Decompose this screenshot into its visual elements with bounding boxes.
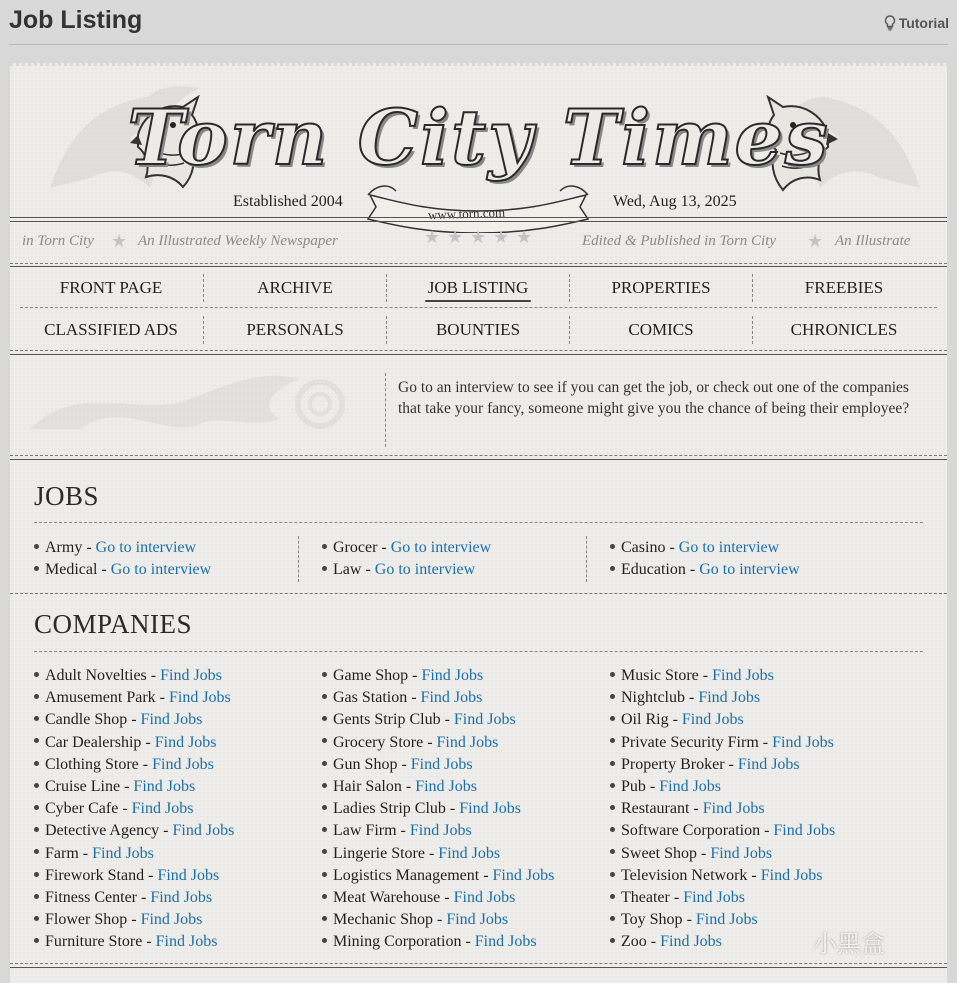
company-item [322,865,554,887]
company-item [610,865,835,887]
job-link[interactable]: Go to interview [390,539,492,556]
company-link[interactable]: Find Jobs [760,866,823,884]
active-underline [425,300,531,302]
ticker-text: Edited & Published in Torn City [582,233,777,249]
bullet-icon [34,916,39,921]
company-name: Zoo [621,933,647,951]
separator-dash: - [423,733,437,751]
company-item [322,931,554,953]
job-name: Army [45,539,83,556]
company-item [34,732,234,754]
bullet-icon [610,694,615,699]
company-item [610,776,835,798]
company-item [322,887,554,909]
company-item [610,843,835,865]
bullet-icon [610,805,615,810]
bullet-icon [34,694,39,699]
separator-dash: - [665,539,679,556]
separator-dash: - [461,933,475,951]
job-name: Grocer [333,539,378,556]
bullet-icon [322,544,327,549]
company-name: Cruise Line [45,778,121,796]
ornament-flourish-icon [20,359,380,449]
bullet-icon [34,938,39,943]
company-link[interactable]: Find Jobs [150,889,213,907]
separator-dash: - [361,561,375,579]
separator-dash: - [747,866,761,884]
separator-dash: - [697,844,711,862]
job-item [322,537,491,559]
masthead-rule-1 [10,217,947,218]
company-item [322,798,554,820]
company-item [610,665,835,687]
job-item [34,537,211,559]
company-name: Cyber Cafe [45,800,119,818]
company-link[interactable]: Find Jobs [410,755,473,773]
companies-heading: COMPANIES [34,609,193,639]
company-link[interactable]: Find Jobs [152,755,214,773]
nav-row-divider [20,307,937,308]
nav-properties[interactable]: PROPERTIES [611,278,711,297]
company-name: Logistics Management [333,866,480,884]
bullet-icon [610,566,615,571]
separator-dash: - [137,889,151,907]
bullet-icon [34,761,39,766]
company-item [34,887,234,909]
website-url: www.torn.com [427,204,506,223]
separator-dash: - [127,911,141,929]
separator-dash: - [668,711,682,729]
job-link[interactable]: Go to interview [699,561,800,579]
separator-dash: - [682,911,696,929]
company-name: Car Dealership [45,733,142,751]
issue-date: Wed, Aug 13, 2025 [613,193,737,210]
company-item [322,843,554,865]
separator-dash: - [146,667,161,684]
bullet-icon [322,894,327,899]
ticker-text: in Torn City [22,233,94,249]
companies-column-3 [610,665,835,954]
bullet-icon [610,827,615,832]
company-link[interactable]: Find Jobs [438,844,501,862]
star-icon: ★ [516,227,533,247]
nav-chronicles[interactable]: CHRONICLES [790,320,898,339]
separator-dash: - [724,755,738,773]
watermark-logo: 小黑盒 [813,930,885,958]
company-item [610,798,835,820]
bullet-icon [34,672,39,677]
company-link[interactable]: Find Jobs [131,800,194,818]
company-name: Gun Shop [333,755,398,773]
separator-dash: - [397,755,411,773]
company-link[interactable]: Find Jobs [446,911,509,929]
company-name: Mining Corporation [333,933,462,951]
separator-dash: - [120,778,134,796]
company-name: Private Security Firm [621,733,759,751]
star-icon: ★ [111,231,128,251]
separator-dash: - [118,800,132,818]
company-link[interactable]: Find Jobs [772,733,834,751]
tutorial-label: Tutorial [898,15,949,31]
jobs-column-2 [322,537,491,581]
bullet-icon [610,849,615,854]
company-link[interactable]: Find Jobs [453,889,516,907]
company-name: Firework Stand [45,866,145,884]
ticker-text: An Illustrated Weekly Newspaper [138,233,338,249]
company-link[interactable]: Find Jobs [172,822,235,840]
separator-dash: - [408,667,422,684]
company-item [34,820,234,842]
job-link[interactable]: Go to interview [95,539,197,556]
company-link[interactable]: Find Jobs [712,667,774,684]
separator-dash: - [142,933,156,951]
nav-job-listing-label: JOB LISTING [427,278,529,297]
company-link[interactable]: Find Jobs [695,911,758,929]
company-name: Gas Station [333,689,408,707]
company-item [34,687,234,709]
company-name: Mechanic Shop [333,911,433,929]
company-name: Music Store [621,667,699,684]
company-item [322,909,554,931]
company-link[interactable]: Find Jobs [702,800,765,818]
star-icon: ★ [447,227,464,247]
separator-dash: - [440,889,454,907]
nav-freebies[interactable]: FREEBIES [804,278,884,297]
jobs-column-divider [298,536,299,582]
nav-bounties[interactable]: BOUNTIES [435,320,521,339]
separator-dash: - [432,911,447,929]
company-name: Furniture Store [45,933,143,951]
header-divider [9,44,948,45]
bullet-icon [610,938,615,943]
star-icon: ★ [493,227,510,247]
company-name: Property Broker [621,755,725,773]
company-name: Meat Warehouse [333,889,441,907]
nav-row-2 [20,313,937,347]
separator-dash: - [82,539,96,556]
separator-dash: - [396,822,410,840]
company-name: Gents Strip Club [333,711,441,729]
company-link[interactable]: Find Jobs [683,889,745,907]
bullet-icon [610,894,615,899]
jobs-heading: JOBS [34,481,100,511]
companies-heading-rule [34,651,923,652]
separator-dash: - [159,822,173,840]
bullet-icon [322,783,327,788]
jobs-rule-bottom [10,593,947,594]
companies-rule-bottom [10,963,947,964]
bullet-icon [322,694,327,699]
nav-rule-bottom-2 [10,354,947,355]
separator-dash: - [401,778,416,796]
company-name: Toy Shop [621,911,683,929]
bullet-icon [322,716,327,721]
company-item [322,687,554,709]
bullet-icon [610,761,615,766]
nav-job-listing[interactable] [387,271,569,305]
bullet-icon [610,672,615,677]
company-name: Theater [621,889,670,907]
masthead-rule-2 [10,221,947,222]
company-link[interactable]: Find Jobs [154,733,217,751]
company-item [322,732,554,754]
company-link[interactable]: Find Jobs [415,778,477,796]
separator-dash: - [698,667,713,684]
company-link[interactable]: Find Jobs [459,800,522,818]
company-name: Hair Salon [333,778,402,796]
company-item [610,931,835,953]
bullet-icon [34,827,39,832]
nav-classified-ads[interactable]: CLASSIFIED ADS [44,320,178,339]
company-item [610,709,835,731]
jobs-column-divider [586,536,587,582]
separator-dash: - [144,866,158,884]
bullet-icon [610,738,615,743]
bullet-icon [34,894,39,899]
company-item [610,687,835,709]
star-icon: ★ [424,227,441,247]
company-item [34,709,234,731]
separator-dash: - [646,933,661,951]
company-item [322,665,554,687]
bullet-icon [34,738,39,743]
separator-dash: - [645,778,660,796]
company-item [34,865,234,887]
company-name: Oil Rig [621,711,669,729]
company-link[interactable]: Find Jobs [155,933,218,951]
job-name: Law [333,561,362,579]
nav-comics[interactable]: COMICS [628,320,694,339]
nav-personals[interactable]: PERSONALS [246,320,344,339]
company-link[interactable]: Find Jobs [698,689,761,707]
company-item [322,754,554,776]
masthead [10,63,947,223]
company-item [610,732,835,754]
company-link[interactable]: Find Jobs [474,933,537,951]
intro-text: Go to an interview to see if you can get the job, or check out one of the companies that take your fancy, someone might give you the chance of being their employee? [398,379,910,417]
separator-dash: - [445,800,460,818]
company-item [610,754,835,776]
company-link[interactable]: Find Jobs [681,711,744,729]
bullet-icon [34,783,39,788]
bullet-icon [610,544,615,549]
job-name: Casino [621,539,666,556]
established-text: Established 2004 [233,193,343,210]
company-item [610,820,835,842]
company-name: Nightclub [621,689,685,707]
separator-dash: - [424,844,439,862]
company-link[interactable]: Find Jobs [421,667,484,684]
separator-dash: - [479,866,493,884]
separator-dash: - [758,733,773,751]
company-name: Fitness Center [45,889,137,907]
bullet-icon [34,716,39,721]
job-link[interactable]: Go to interview [110,561,212,579]
company-name: Ladies Strip Club [333,800,446,818]
job-name: Education [621,561,686,579]
separator-dash: - [760,822,774,840]
separator-dash: - [377,539,391,556]
separator-dash: - [138,755,153,773]
company-link[interactable]: Find Jobs [92,844,154,862]
company-link[interactable]: Find Jobs [492,866,555,884]
company-name: Clothing Store [45,755,139,773]
bullet-icon [322,805,327,810]
bullet-icon [34,872,39,877]
company-name: Candle Shop [45,711,128,729]
lightbulb-icon [884,15,896,31]
company-link[interactable]: Find Jobs [140,711,203,729]
company-item [34,754,234,776]
company-link[interactable]: Find Jobs [160,667,222,684]
company-name: Restaurant [621,800,690,818]
job-link[interactable]: Go to interview [678,539,780,556]
separator-dash: - [685,689,699,707]
company-name: Grocery Store [333,733,424,751]
job-name: Medical [45,561,98,579]
company-name: Lingerie Store [333,844,425,862]
nav-front-page[interactable]: FRONT PAGE [59,278,163,297]
bullet-icon [34,566,39,571]
bullet-icon [322,761,327,766]
company-link[interactable]: Find Jobs [409,822,472,840]
bullet-icon [610,872,615,877]
bullet-icon [322,872,327,877]
bullet-icon [610,716,615,721]
company-item [34,798,234,820]
company-link[interactable]: Find Jobs [659,778,722,796]
separator-dash: - [685,561,700,579]
company-name: Software Corporation [621,822,761,840]
companies-column-1 [34,665,234,954]
company-item [34,843,234,865]
nav-row-1 [20,271,937,305]
nav-rule-bottom [10,350,947,351]
separator-dash: - [141,733,155,751]
company-link[interactable]: Find Jobs [133,778,196,796]
bullet-icon [610,916,615,921]
intro-divider [385,373,386,447]
separator-dash: - [127,711,141,729]
company-link[interactable]: Find Jobs [773,822,836,840]
company-link[interactable]: Find Jobs [660,933,722,951]
top-bar [0,0,957,46]
jobs-column-1 [34,537,211,581]
company-link[interactable]: Find Jobs [140,911,203,929]
company-name: Law Firm [333,822,397,840]
company-item [322,776,554,798]
company-link[interactable]: Find Jobs [420,689,483,707]
nav-rule-top-2 [10,266,947,267]
separator-dash: - [669,889,684,907]
tutorial-link[interactable] [884,15,949,31]
company-link[interactable]: Find Jobs [710,844,773,862]
newspaper [10,63,947,983]
company-item [322,709,554,731]
bullet-icon [34,805,39,810]
bullet-icon [322,938,327,943]
company-item [322,820,554,842]
bullet-icon [322,916,327,921]
jobs-heading-rule [34,522,923,523]
company-item [34,931,234,953]
separator-dash: - [689,800,703,818]
company-item [610,909,835,931]
ticker-strip [10,228,947,258]
bullet-icon [322,849,327,854]
company-name: Detective Agency [45,822,160,840]
company-name: Sweet Shop [621,844,697,862]
companies-column-2 [322,665,554,954]
job-item [34,559,211,581]
separator-dash: - [78,844,93,862]
company-name: Pub [621,778,646,796]
bullet-icon [322,827,327,832]
company-item [34,776,234,798]
ticker-text: An Illustrate [835,233,911,249]
separator-dash: - [97,561,111,579]
bullet-icon [610,783,615,788]
bullet-icon [322,738,327,743]
job-item [322,559,491,581]
bullet-icon [322,566,327,571]
nav-rule-top [10,263,947,264]
companies-rule-bottom-2 [10,967,947,968]
company-name: Flower Shop [45,911,128,929]
company-name: Amusement Park [45,689,156,707]
company-link[interactable]: Find Jobs [453,711,516,729]
star-icon: ★ [807,231,824,251]
job-item [610,559,800,581]
job-link[interactable]: Go to interview [374,561,476,579]
company-name: Television Network [621,866,748,884]
company-name: Farm [45,844,79,862]
company-link[interactable]: Find Jobs [157,866,220,884]
intro-rule-bottom [10,455,947,456]
company-item [34,665,234,687]
nav-archive[interactable]: ARCHIVE [257,278,333,297]
masthead-title: Torn City Times [127,93,830,182]
company-link[interactable]: Find Jobs [436,733,499,751]
separator-dash: - [440,711,454,729]
bullet-icon [322,672,327,677]
company-name: Adult Novelties [45,667,147,684]
page-title: Job Listing [9,6,143,34]
bullet-icon [34,849,39,854]
separator-dash: - [155,689,169,707]
star-icon: ★ [470,227,487,247]
company-name: Game Shop [333,667,409,684]
separator-dash: - [407,689,421,707]
company-item [34,909,234,931]
bullet-icon [34,544,39,549]
company-link[interactable]: Find Jobs [737,755,800,773]
job-item [610,537,800,559]
company-link[interactable]: Find Jobs [168,689,231,707]
company-item [610,887,835,909]
intro-rule-bottom-2 [10,459,947,460]
jobs-column-3 [610,537,800,581]
